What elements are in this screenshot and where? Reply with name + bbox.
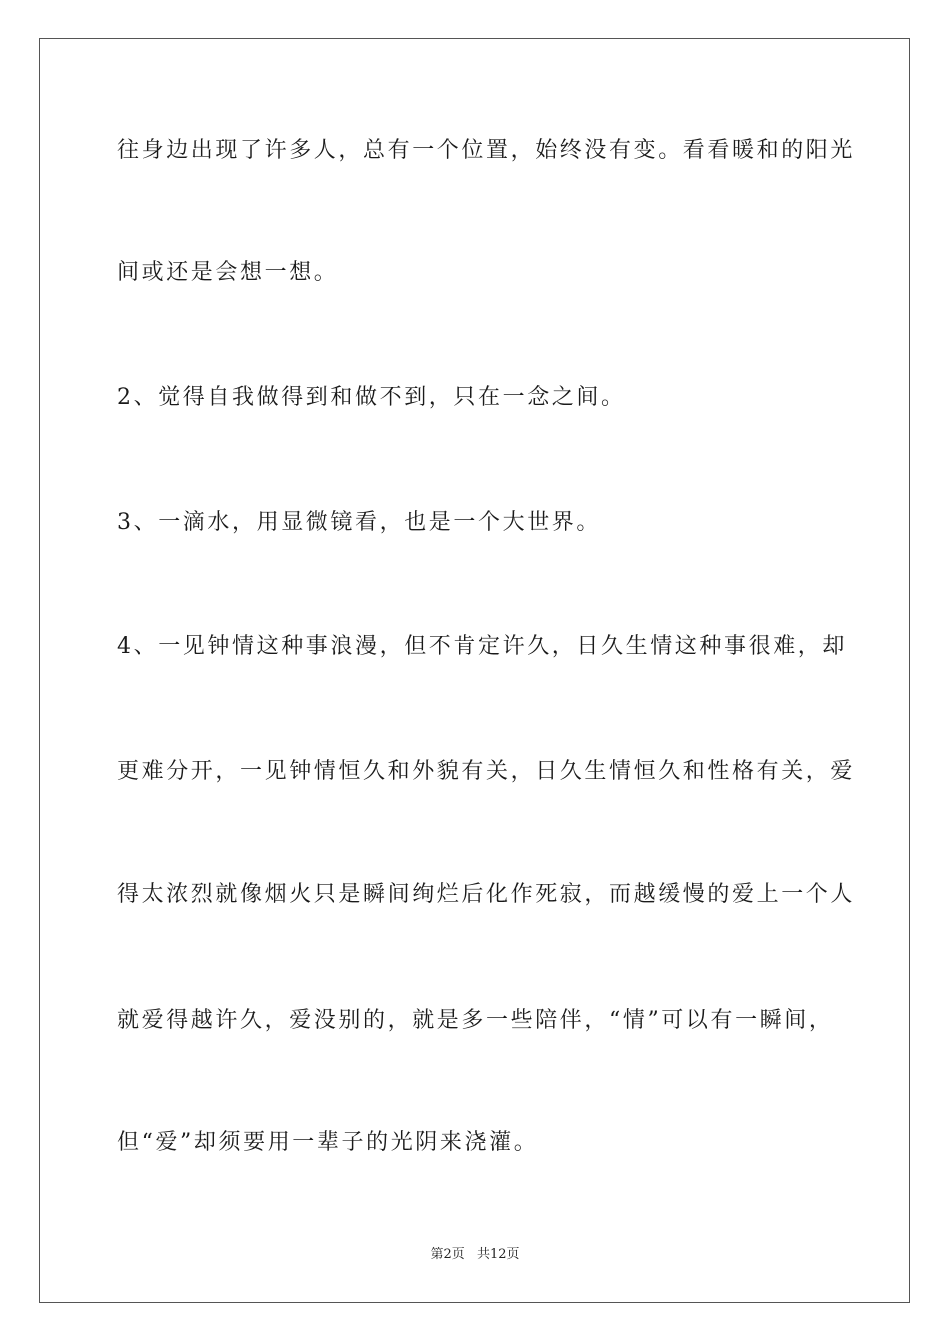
page-footer bbox=[0, 1246, 950, 1264]
body-text-line: 往身边出现了许多人，总有一个位置，始终没有变。看看暖和的阳光 bbox=[117, 138, 856, 163]
body-text-line: 2、觉得自我做得到和做不到，只在一念之间。 bbox=[117, 385, 626, 410]
page-border bbox=[39, 38, 910, 1303]
body-text-line: 得太浓烈就像烟火只是瞬间绚烂后化作死寂，而越缓慢的爱上一个人 bbox=[117, 882, 856, 907]
body-text-line: 间或还是会想一想。 bbox=[117, 260, 339, 285]
body-text-line: 3、一滴水，用显微镜看，也是一个大世界。 bbox=[117, 510, 601, 535]
body-text-line: 就爱得越许久，爱没别的，就是多一些陪伴，“情”可以有一瞬间， bbox=[117, 1008, 834, 1033]
body-text-line: 更难分开，一见钟情恒久和外貌有关，日久生情恒久和性格有关，爱 bbox=[117, 759, 856, 784]
page-total: 共12页 bbox=[476, 1247, 520, 1262]
body-text-line: 但“爱”却须要用一辈子的光阴来浇灌。 bbox=[117, 1130, 539, 1155]
body-text-line: 4、一见钟情这种事浪漫，但不肯定许久，日久生情这种事很难，却 bbox=[117, 634, 847, 659]
page-number: 第2页 bbox=[430, 1247, 465, 1262]
